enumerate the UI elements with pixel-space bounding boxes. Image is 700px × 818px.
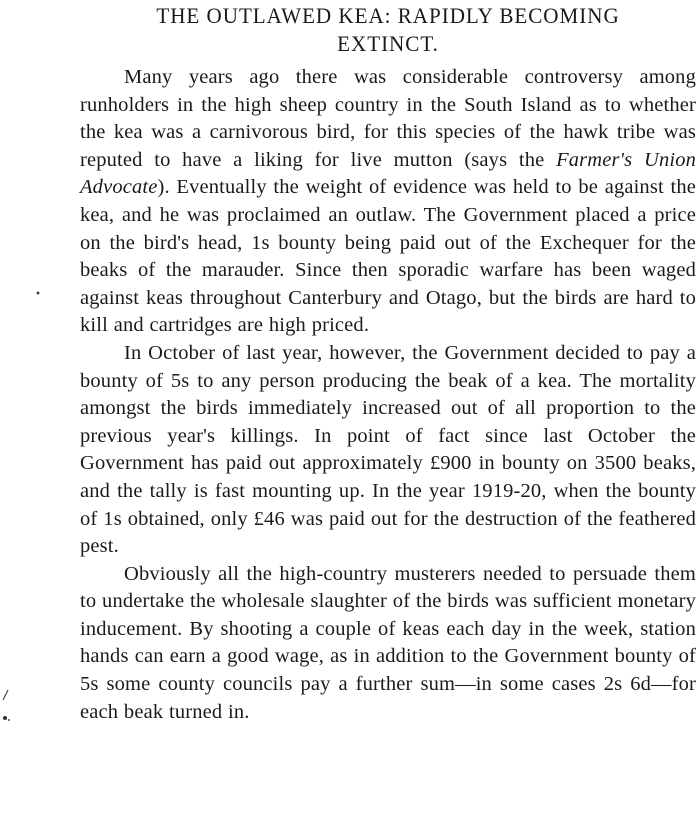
article: [80, 0, 696, 726]
paragraph-1-text: Many years ago there was considerable controversy among runholders in the high sheep country in the South Island as to whether the kea was a carnivorous bird, for this species of the hawk tribe was reputed to have a liking for live mutton (says the: [80, 66, 696, 171]
paragraph-3: Obviously all the high-country musterers needed to persuade them to undertake the wholesale slaughter of the birds was sufficient monetary inducement. By shooting a couple of keas each day in the week, station hands can earn a good wage, as in addition to the Government bounty of 5s some county councils pay a further sum—in some cases 2s 6d—for each beak turned in.: [80, 562, 696, 723]
paragraph-1-text-cont: ). Eventually the weight of evidence was held to be against the kea, and he was proclaimed an outlaw. The Government placed a price on the bird's head, 1s bounty being paid out of the Exchequer for the beaks of the marauder. Since then sporadic warfare has been waged against keas throughout Canterbury and Otago, but the birds are hard to kill and cartridges are high priced.: [80, 176, 696, 337]
title-line-2: EXTINCT.: [337, 31, 439, 56]
ink-speck: [37, 292, 40, 295]
margin-specks: [0, 0, 40, 818]
title-line-1: THE OUTLAWED KEA: RAPIDLY BECOMING: [156, 3, 620, 28]
ink-speck: [3, 716, 7, 720]
paragraph-2: In October of last year, however, the Government decided to pay a bounty of 5s to any person producing the beak of a kea. The mortality amongst the birds immediately increased out of all proportion to the previous year's killings. In point of fact since last October the Government has paid out approximately £900 in bounty on 3500 beaks, and the tally is fast mounting up. In the year 1919-20, when the bounty of 1s obtained, only £46 was paid out for the destruction of the feathered pest.: [80, 341, 696, 558]
ink-speck: [8, 719, 10, 721]
source-publication: Farmer's Union Advocate: [80, 148, 697, 199]
paragraph-1: [80, 64, 696, 340]
article-title: [92, 2, 683, 58]
ink-mark: [3, 690, 8, 700]
